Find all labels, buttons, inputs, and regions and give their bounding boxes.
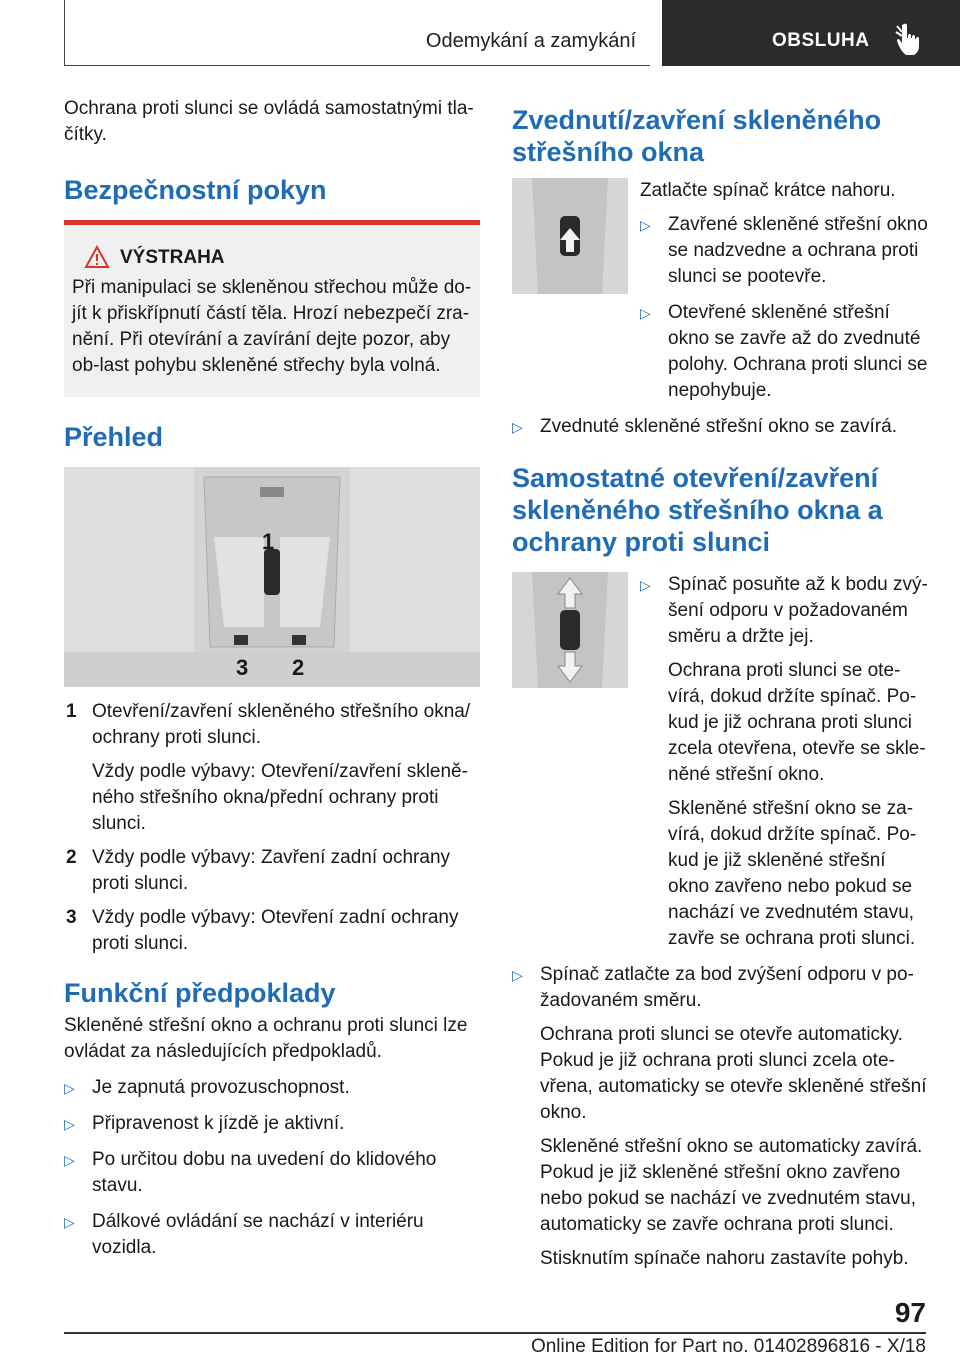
edition-text: Online Edition for Part no. 01402896816 - X/18 xyxy=(530,1336,926,1357)
triangle-bullet-icon: ▷ xyxy=(64,1214,75,1230)
triangle-bullet-icon: ▷ xyxy=(640,217,651,233)
raise-text xyxy=(640,178,928,414)
overview-heading: Přehled xyxy=(64,422,164,452)
overhead-console-photo xyxy=(64,467,480,687)
chapter-label: OBSLUHA xyxy=(772,30,870,51)
triangle-bullet-icon: ▷ xyxy=(512,967,523,983)
page-number: 97 xyxy=(894,1297,926,1328)
list-item: ▷ Zavřené skleněné střešní okno se nadzvedne a ochrana proti slunci se pootevře. xyxy=(640,214,928,287)
list-item: ▷ Dálkové ovládání se nachází v interiéru vozidla. xyxy=(64,1211,424,1258)
safety-heading: Bezpečnostní pokyn xyxy=(64,175,327,205)
warning-text: Při manipulaci se skleněnou střechou může do-jít k přiskřípnutí částí těla. Hrozí nebezpečí zra-nění. Při otevírání a zavírání dejte pozor, aby ob-last pohybu skleněné střechy byla volná. xyxy=(72,277,472,376)
photo-label-1: 1 xyxy=(262,529,275,554)
chapter-tab[interactable] xyxy=(662,0,960,66)
raise-list-after xyxy=(512,414,928,440)
triangle-bullet-icon: ▷ xyxy=(640,305,651,321)
switch-up-illustration xyxy=(512,178,628,294)
func-intro: Skleněné střešní okno a ochranu proti slunci lze ovládat za následujících předpokladů. xyxy=(64,1015,468,1062)
left-column xyxy=(64,96,480,1271)
warning-title-text: VÝSTRAHA xyxy=(120,247,225,268)
warning-title xyxy=(120,247,472,269)
photo-label-3: 3 xyxy=(236,655,249,680)
pointing-hand-icon xyxy=(894,22,924,56)
overview-list xyxy=(64,699,480,957)
separate-list-2 xyxy=(512,962,928,1272)
right-column xyxy=(512,104,928,1282)
list-item: ▷ Spínač posuňte až k bodu zvý-šení odporu v požadovaném směru a držte jej. Ochrana proti slunci se ote-vírá, dokud držíte spínač. Po-kud je již ochrana proti slunci zcela otevřena, otevře se skle-něné střešní okno. Skleněné střešní okno se za-vírá, dokud držíte spínač. Po-kud je již skleněné střešní okno zavřeno nebo pokud se nachází ve zvednutém stavu, zavře se ochrana proti slunci. xyxy=(640,574,928,949)
switch-updown-illustration xyxy=(512,572,628,688)
warning-box xyxy=(64,220,480,397)
raise-intro: Zatlačte spínač krátce nahoru. xyxy=(640,180,896,201)
section-title: Odemykání a zamykání xyxy=(425,30,636,52)
raise-section xyxy=(512,178,928,414)
separate-list xyxy=(640,572,928,952)
separate-text xyxy=(640,572,928,962)
list-item: ▷ Je zapnutá provozuschopnost. xyxy=(64,1075,480,1101)
switch-updown-photo xyxy=(512,572,628,688)
footer-rule xyxy=(64,1332,926,1334)
warning-triangle-icon xyxy=(84,245,110,269)
intro-text: Ochrana proti slunci se ovládá samostatnými tla-čítky. xyxy=(64,98,474,145)
triangle-bullet-icon: ▷ xyxy=(64,1080,75,1096)
list-item: 2 Vždy podle výbavy: Zavření zadní ochrany proti slunci. xyxy=(66,847,451,894)
photo-label-2: 2 xyxy=(292,655,305,680)
list-item: 1 Otevření/zavření skleněného střešního okna/ ochrany proti slunci. Vždy podle výbavy: Otevření/zavření sklenĕ-ného střešního okna/přední ochrany proti slunci. xyxy=(66,701,471,834)
switch-up-photo xyxy=(512,178,628,294)
func-heading: Funkční předpoklady xyxy=(64,978,336,1008)
page-header xyxy=(0,0,960,66)
list-item: ▷ Zvednuté skleněné střešní okno se zavírá. xyxy=(512,414,928,440)
separate-heading: Samostatné otevření/zavření skleněného střešního okna a ochrany proti slunci xyxy=(512,463,883,557)
triangle-bullet-icon: ▷ xyxy=(64,1152,75,1168)
list-item: ▷ Otevřené skleněné střešní okno se zavře až do zvednuté polohy. Ochrana proti slunci se nepohybuje. xyxy=(640,302,928,401)
list-item: ▷ Po určitou dobu na uvedení do klidového stavu. xyxy=(64,1149,437,1196)
triangle-bullet-icon: ▷ xyxy=(640,577,651,593)
console-illustration xyxy=(64,467,480,687)
list-item: ▷ Připravenost k jízdě je aktivní. xyxy=(64,1111,480,1137)
triangle-bullet-icon: ▷ xyxy=(512,419,523,435)
triangle-bullet-icon: ▷ xyxy=(64,1116,75,1132)
separate-section xyxy=(512,572,928,962)
func-list xyxy=(64,1075,480,1261)
list-item: ▷ Spínač zatlačte za bod zvýšení odporu v po-žadovaném směru. Ochrana proti slunci se otevře automaticky. Pokud je již ochrana proti slunci zcela ote-vřena, automaticky se otevře skleněné střešní okno. Skleněné střešní okno se automaticky zavírá. Pokud je již skleněné střešní okno zavřeno nebo pokud se nachází ve zvednutém stavu, automaticky se zavře ochrana proti slunci. Stisknutím spínače nahoru zastavíte pohyb. xyxy=(512,964,927,1269)
raise-list xyxy=(640,212,928,404)
raise-heading: Zvednutí/zavření skleněného střešního okna xyxy=(512,105,882,167)
list-item: 3 Vždy podle výbavy: Otevření zadní ochrany proti slunci. xyxy=(66,907,459,954)
